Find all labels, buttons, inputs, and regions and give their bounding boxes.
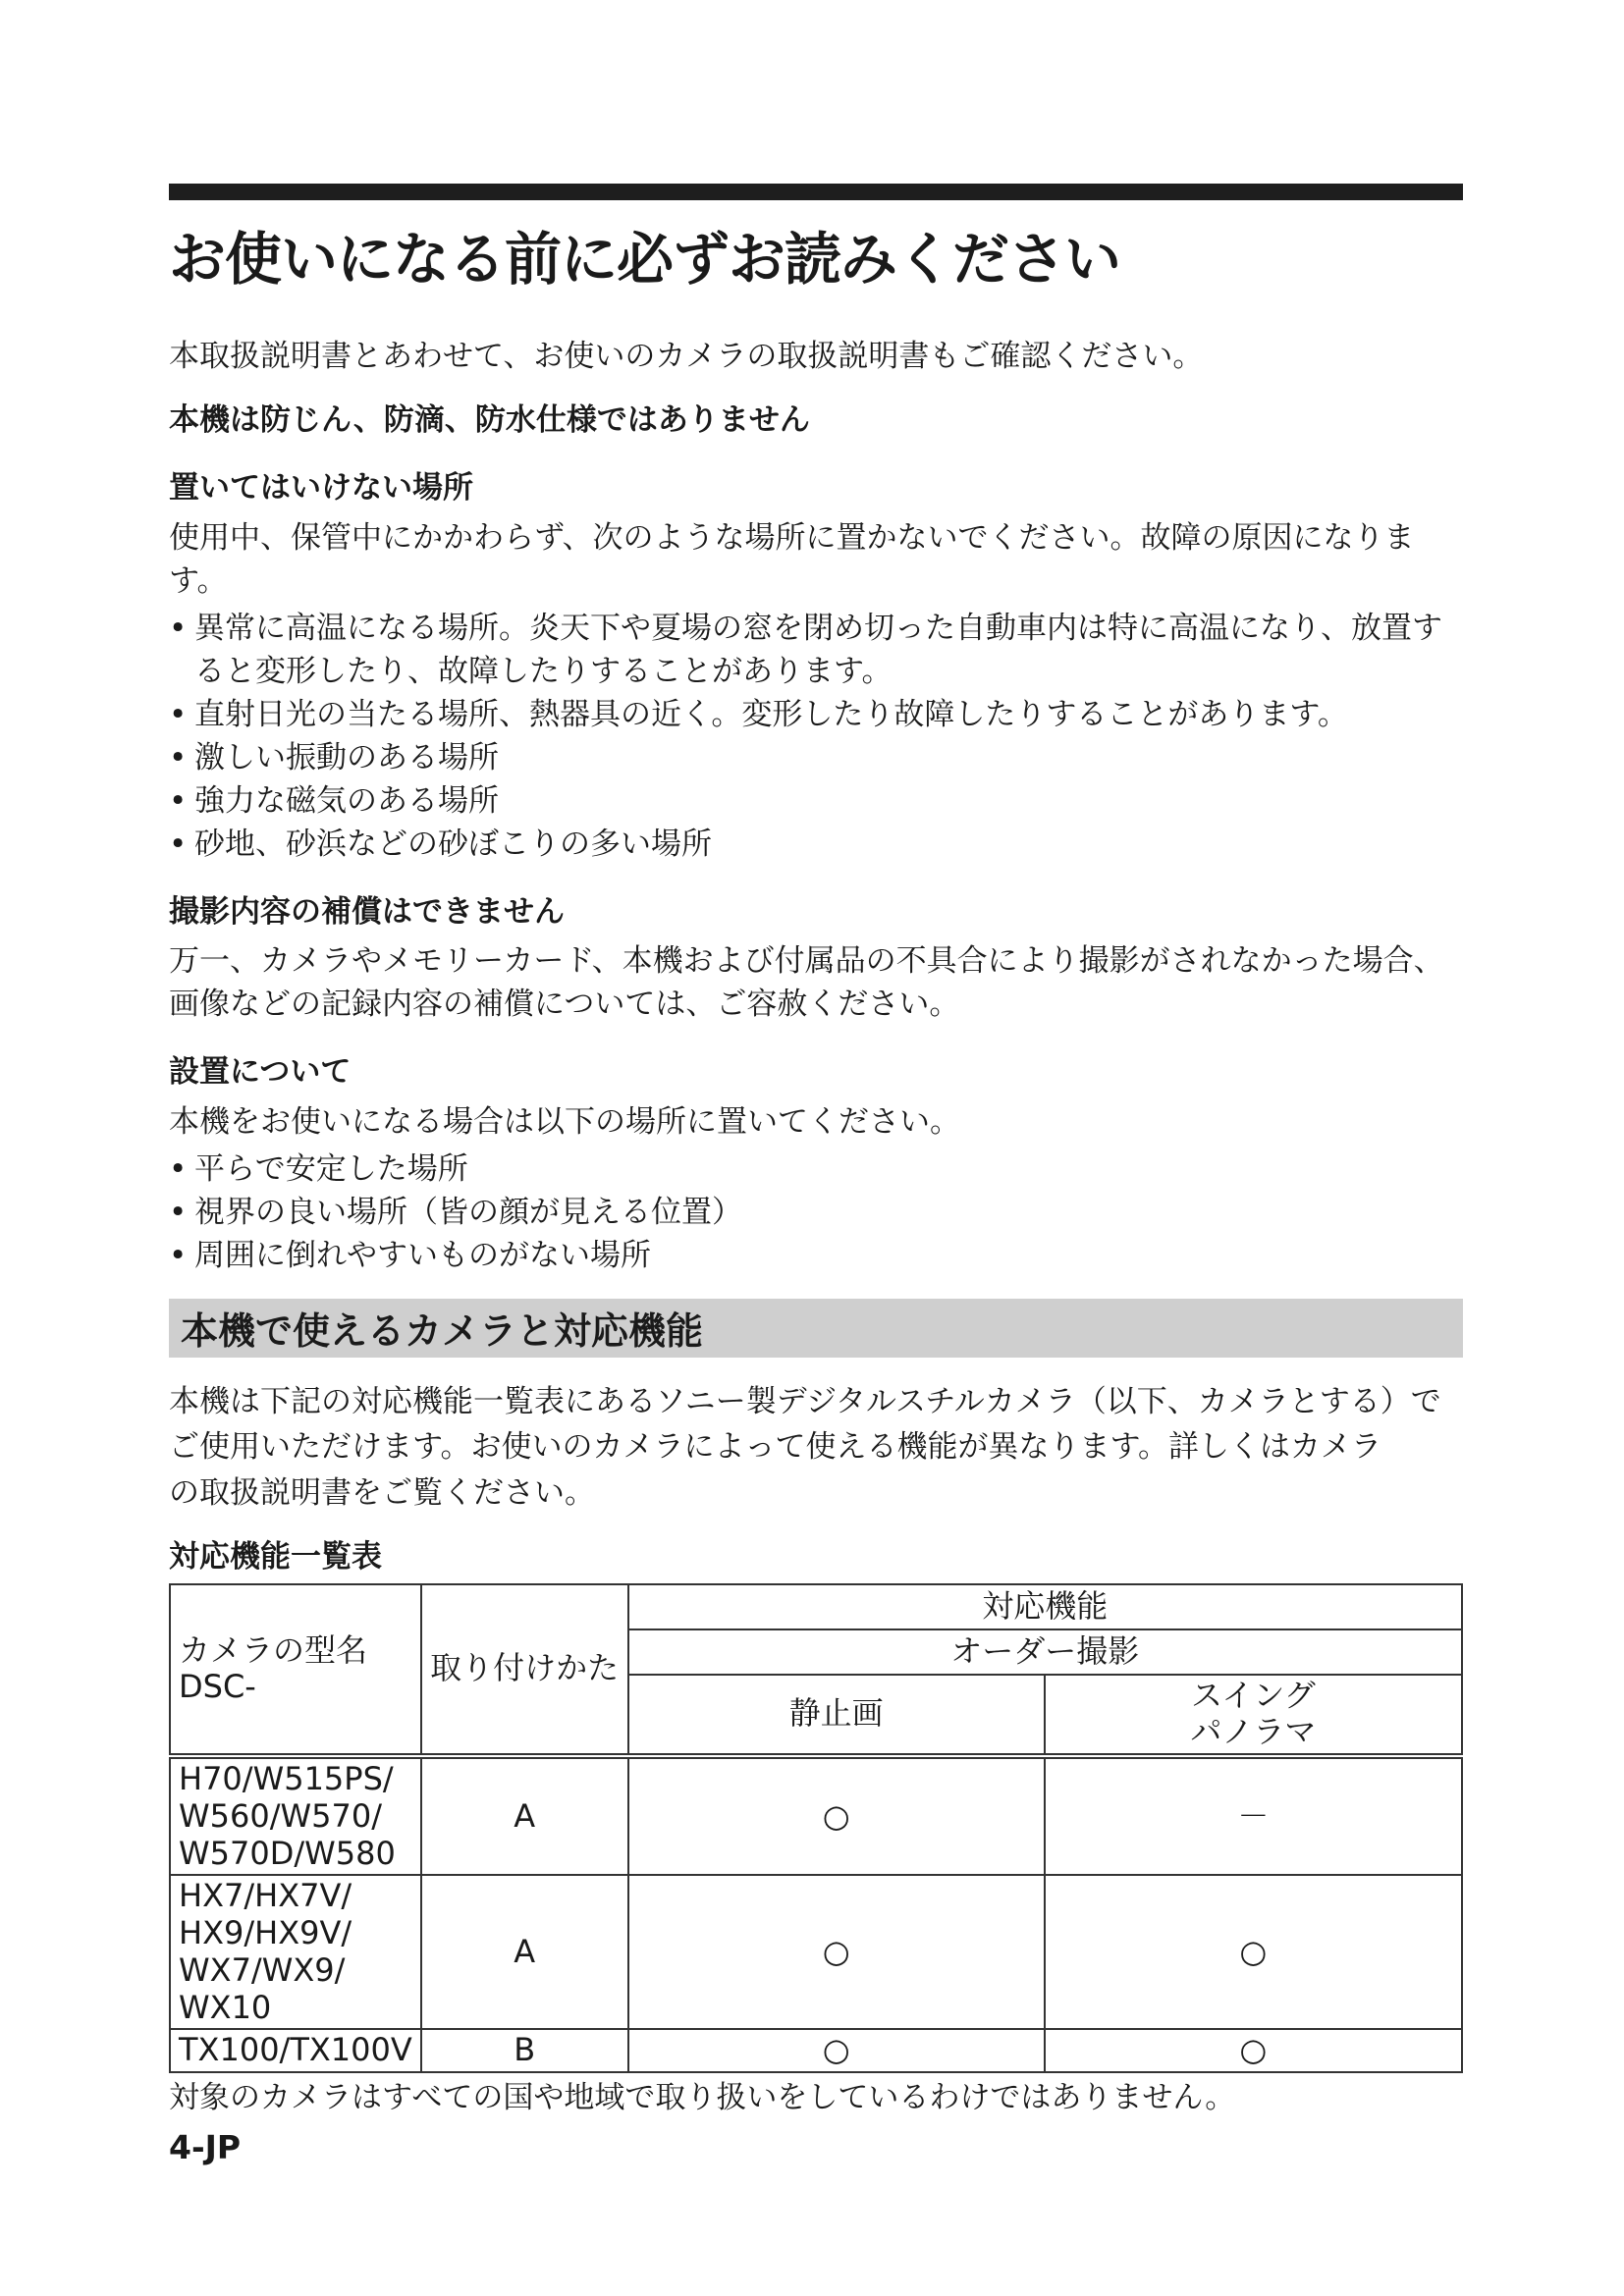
bullet-icon: • bbox=[169, 826, 188, 862]
installation-list bbox=[169, 1148, 1463, 1277]
compensation-text: 万一、カメラやメモリーカード、本機および付属品の不具合により撮影がされなかった場合、画像などの記録内容の補償については、ご容赦ください。 bbox=[169, 943, 1444, 1023]
page-number: 4-JP bbox=[169, 2128, 242, 2166]
compensation-heading: 撮影内容の補償はできません bbox=[169, 893, 565, 930]
list-item: • 異常に高温になる場所。炎天下や夏場の窓を閉め切った自動車内は特に高温になり、放置すると変形したり、故障したりすることがあります。 bbox=[169, 607, 1463, 693]
cell-model: H70/W515PS/ W560/W570/ W570D/W580 bbox=[170, 1756, 421, 1875]
compatibility-table bbox=[169, 1583, 1463, 2074]
cell-sweep: ○ bbox=[1045, 1875, 1462, 2029]
cell-mount: A bbox=[421, 1875, 628, 2029]
cell-mount: A bbox=[421, 1756, 628, 1875]
table-header-row bbox=[170, 1584, 1462, 1629]
cell-still: ○ bbox=[628, 1756, 1045, 1875]
list-item: • 周囲に倒れやすいものがない場所 bbox=[169, 1234, 1463, 1277]
intro-text: 本取扱説明書とあわせて、お使いのカメラの取扱説明書もご確認ください。 bbox=[169, 338, 1204, 374]
header-order: オーダー撮影 bbox=[628, 1629, 1462, 1675]
list-item: • 視界の良い場所（皆の顔が見える位置） bbox=[169, 1191, 1463, 1234]
section-heading: 本機で使えるカメラと対応機能 bbox=[181, 1309, 704, 1354]
bullet-icon: • bbox=[169, 1194, 188, 1230]
table-row bbox=[170, 1875, 1462, 2029]
cell-sweep: － bbox=[1045, 1756, 1462, 1875]
placement-warning-text: 使用中、保管中にかかわらず、次のような場所に置かないでください。故障の原因になります。 bbox=[169, 519, 1415, 599]
top-rule bbox=[169, 184, 1463, 200]
section-heading-band bbox=[169, 1299, 1463, 1358]
waterproof-heading: 本機は防じん、防滴、防水仕様ではありません bbox=[169, 401, 810, 438]
cell-still: ○ bbox=[628, 2029, 1045, 2072]
list-item: • 平らで安定した場所 bbox=[169, 1148, 1463, 1191]
availability-note: 対象のカメラはすべての国や地域で取り扱いをしているわけではありません。 bbox=[169, 2080, 1236, 2116]
cell-model: TX100/TX100V bbox=[170, 2029, 421, 2072]
header-mount: 取り付けかた bbox=[421, 1584, 628, 1757]
list-item: • 砂地、砂浜などの砂ぼこりの多い場所 bbox=[169, 823, 1463, 866]
cell-still: ○ bbox=[628, 1875, 1045, 2029]
table-title: 対応機能一覧表 bbox=[169, 1539, 382, 1575]
page-title: お使いになる前に必ずお読みください bbox=[169, 226, 1121, 293]
table-row bbox=[170, 1756, 1462, 1875]
bullet-icon: • bbox=[169, 782, 188, 819]
cell-sweep: ○ bbox=[1045, 2029, 1462, 2072]
list-item: • 直射日光の当たる場所、熱器具の近く。変形したり故障したりすることがあります。 bbox=[169, 693, 1463, 736]
list-item: • 強力な磁気のある場所 bbox=[169, 779, 1463, 823]
placement-warning-list bbox=[169, 607, 1463, 866]
cell-model: HX7/HX7V/ HX9/HX9V/ WX7/WX9/ WX10 bbox=[170, 1875, 421, 2029]
section-intro: 本機は下記の対応機能一覧表にあるソニー製デジタルスチルカメラ（以下、カメラとする）で ご使用いただけます。お使いのカメラによって使える機能が異なります。詳しくはカメラ の取扱説明書をご覧ください。 bbox=[169, 1383, 1441, 1511]
page-content bbox=[169, 184, 1463, 2119]
installation-text: 本機をお使いになる場合は以下の場所に置いてください。 bbox=[169, 1103, 960, 1140]
header-still: 静止画 bbox=[628, 1675, 1045, 1757]
bullet-icon: • bbox=[169, 696, 188, 732]
cell-mount: B bbox=[421, 2029, 628, 2072]
bullet-icon: • bbox=[169, 1237, 188, 1273]
table-row bbox=[170, 2029, 1462, 2072]
header-model: カメラの型名 DSC- bbox=[170, 1584, 421, 1757]
bullet-icon: • bbox=[169, 610, 188, 646]
bullet-icon: • bbox=[169, 739, 188, 775]
list-item: • 激しい振動のある場所 bbox=[169, 736, 1463, 779]
placement-warning-heading: 置いてはいけない場所 bbox=[169, 470, 473, 507]
header-sweep: スイング パノラマ bbox=[1045, 1675, 1462, 1757]
bullet-icon: • bbox=[169, 1150, 188, 1187]
installation-heading: 設置について bbox=[169, 1054, 352, 1091]
header-features: 対応機能 bbox=[628, 1584, 1462, 1629]
